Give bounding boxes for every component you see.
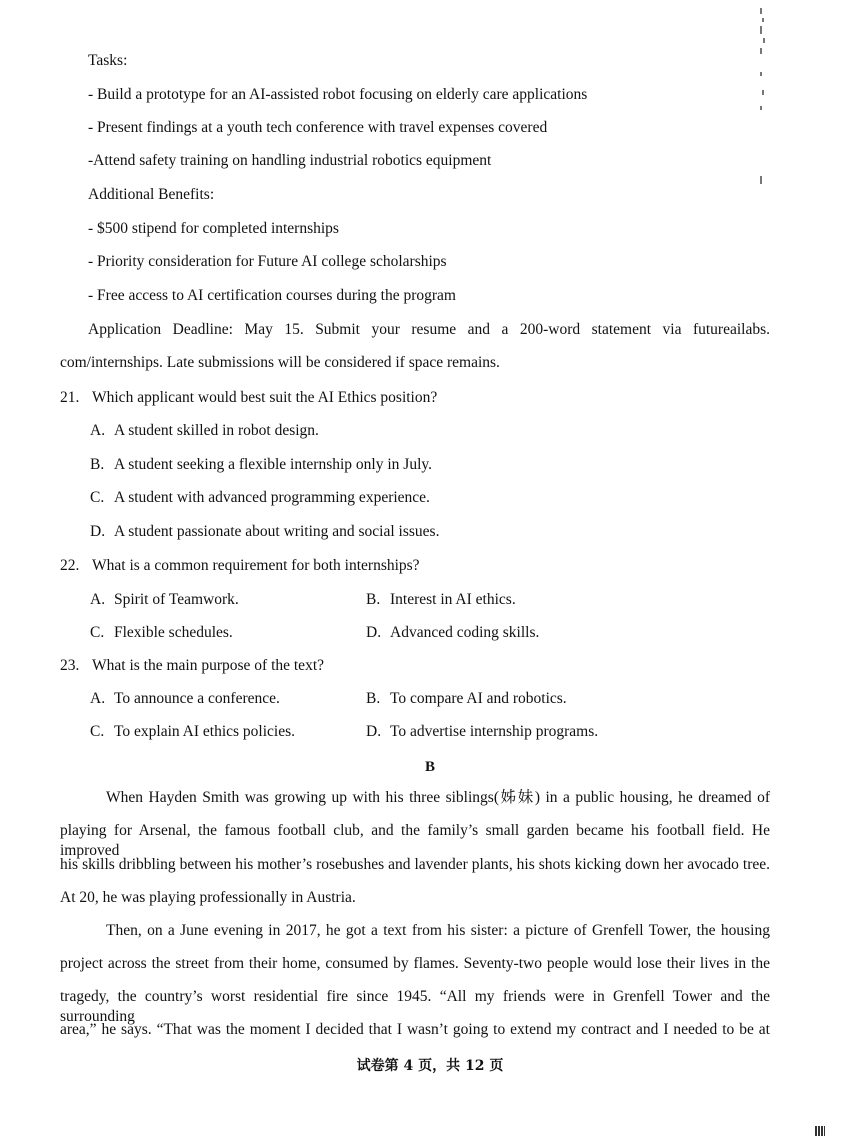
- deadline-line: com/internships. Late submissions will be considered if space remains.: [60, 354, 500, 371]
- passage-line: project across the street from their home, consumed by flames. Seventy-two people would lose their lives in the: [60, 955, 770, 972]
- question-number: 23.: [60, 657, 80, 674]
- passage-line: Then, on a June evening in 2017, he got a text from his sister: a picture of Grenfell Tower, the housing: [106, 922, 770, 939]
- passage-line: tragedy, the country’s worst residential fire since 1945. “All my friends were in Grenfell Tower and the surrounding: [60, 988, 770, 1025]
- benefit-item: - Priority consideration for Future AI college scholarships: [88, 253, 447, 270]
- option-21-b: [90, 455, 432, 475]
- option-letter: B.: [366, 690, 381, 707]
- option-text: Interest in AI ethics.: [390, 591, 516, 608]
- option-letter: D.: [90, 523, 106, 540]
- option-23-a: [90, 689, 280, 709]
- question-21: [60, 388, 437, 408]
- task-item: - Present findings at a youth tech conference with travel expenses covered: [88, 119, 548, 136]
- option-23-d: [366, 722, 598, 742]
- option-22-a: [90, 590, 239, 610]
- tasks-heading: Tasks:: [88, 52, 128, 69]
- option-letter: A.: [90, 591, 106, 608]
- option-letter: C.: [90, 723, 105, 740]
- section-b-title: B: [424, 759, 435, 775]
- option-22-d: [366, 623, 539, 643]
- benefit-item: - $500 stipend for completed internships: [88, 220, 339, 237]
- option-letter: B.: [366, 591, 381, 608]
- option-22-c: [90, 623, 233, 643]
- question-text: What is the main purpose of the text?: [92, 657, 325, 674]
- option-letter: D.: [366, 723, 382, 740]
- option-text: To compare AI and robotics.: [390, 690, 567, 707]
- question-number: 22.: [60, 557, 80, 574]
- passage-line: playing for Arsenal, the famous football club, and the family’s small garden became his football field. He improved: [60, 822, 770, 859]
- option-letter: B.: [90, 456, 105, 473]
- option-21-c: [90, 488, 430, 508]
- scan-marks: [756, 8, 770, 188]
- passage-line: area,” he says. “That was the moment I decided that I wasn’t going to extend my contract and I needed to be at: [60, 1021, 770, 1038]
- passage-line: When Hayden Smith was growing up with his three siblings(姊妹) in a public housing, he dreamed of: [106, 789, 770, 806]
- option-letter: D.: [366, 624, 382, 641]
- option-text: To explain AI ethics policies.: [114, 723, 295, 740]
- question-22: [60, 556, 420, 576]
- option-text: A student skilled in robot design.: [114, 422, 319, 439]
- task-item: - Build a prototype for an AI-assisted robot focusing on elderly care applications: [88, 86, 588, 103]
- option-letter: C.: [90, 489, 105, 506]
- option-text: Spirit of Teamwork.: [114, 591, 239, 608]
- question-text: What is a common requirement for both internships?: [92, 557, 420, 574]
- option-21-a: [90, 421, 319, 441]
- option-21-d: [90, 522, 439, 542]
- option-22-b: [366, 590, 516, 610]
- option-letter: A.: [90, 422, 106, 439]
- option-23-b: [366, 689, 567, 709]
- option-text: Flexible schedules.: [114, 624, 233, 641]
- option-letter: C.: [90, 624, 105, 641]
- benefits-heading: Additional Benefits:: [88, 186, 215, 203]
- passage-line: his skills dribbling between his mother’s rosebushes and lavender plants, his shots kicking down her avocado tree.: [60, 856, 770, 873]
- question-23: [60, 656, 324, 676]
- option-23-c: [90, 722, 295, 742]
- option-letter: A.: [90, 690, 106, 707]
- passage-line: At 20, he was playing professionally in Austria.: [60, 889, 356, 906]
- option-text: To advertise internship programs.: [390, 723, 599, 740]
- option-text: Advanced coding skills.: [390, 624, 540, 641]
- page-footer: 试卷第 4 页，共 12 页: [356, 1058, 504, 1074]
- option-text: A student with advanced programming experience.: [114, 489, 430, 506]
- option-text: To announce a conference.: [114, 690, 280, 707]
- question-text: Which applicant would best suit the AI Ethics position?: [92, 389, 438, 406]
- qr-code-icon: [815, 1126, 825, 1136]
- deadline-line: Application Deadline: May 15. Submit your resume and a 200-word statement via futureailabs.: [88, 321, 770, 338]
- option-text: A student seeking a flexible internship only in July.: [114, 456, 432, 473]
- benefit-item: - Free access to AI certification courses during the program: [88, 287, 456, 304]
- task-item: -Attend safety training on handling industrial robotics equipment: [88, 152, 492, 169]
- option-text: A student passionate about writing and social issues.: [114, 523, 440, 540]
- question-number: 21.: [60, 389, 80, 406]
